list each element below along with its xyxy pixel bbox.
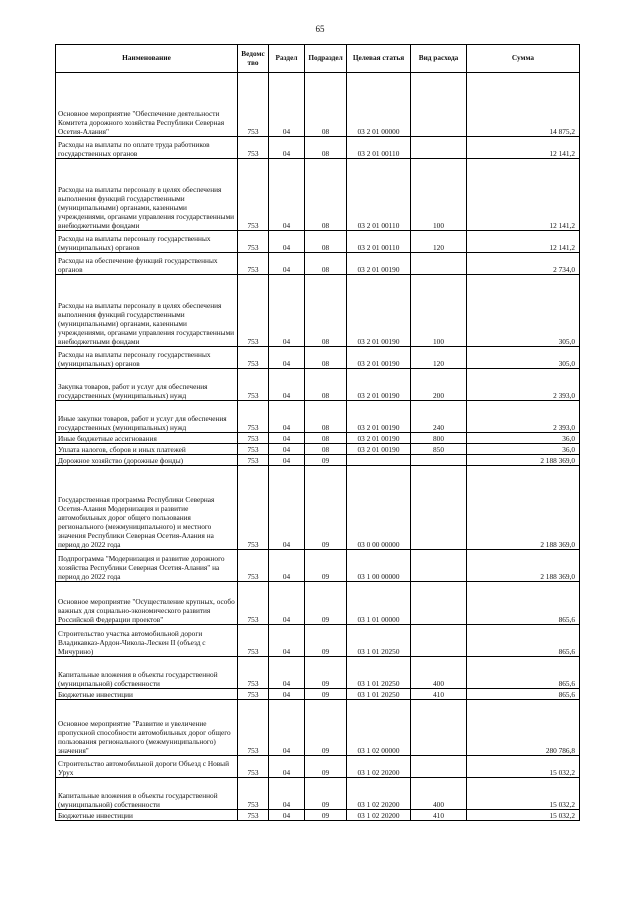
cell-subsection: 08 <box>305 347 347 369</box>
cell-subsection: 09 <box>305 700 347 756</box>
cell-sum: 305,0 <box>467 275 580 347</box>
cell-dept: 753 <box>238 231 269 253</box>
table-row <box>56 159 580 231</box>
cell-section: 04 <box>269 401 305 433</box>
cell-dept: 753 <box>238 275 269 347</box>
cell-target: 03 2 01 00190 <box>347 275 411 347</box>
cell-sum: 36,0 <box>467 433 580 444</box>
table-row <box>56 582 580 625</box>
cell-target: 03 2 01 00190 <box>347 401 411 433</box>
cell-section: 04 <box>269 657 305 689</box>
cell-target: 03 1 01 20250 <box>347 689 411 700</box>
cell-subsection: 08 <box>305 433 347 444</box>
cell-name: Строительство участка автомобильной дороги Владикавказ-Ардон-Чикола-Лескен II (объезд с Мичурино) <box>56 625 238 657</box>
cell-subsection: 09 <box>305 550 347 582</box>
cell-target: 03 2 01 00190 <box>347 433 411 444</box>
cell-expense-type <box>411 550 467 582</box>
cell-expense-type: 120 <box>411 231 467 253</box>
cell-target: 03 0 00 00000 <box>347 466 411 550</box>
cell-name: Бюджетные инвестиции <box>56 810 238 821</box>
cell-target: 03 2 01 00190 <box>347 253 411 275</box>
table-row <box>56 625 580 657</box>
cell-subsection: 08 <box>305 137 347 159</box>
cell-target: 03 2 01 00190 <box>347 369 411 401</box>
cell-section: 04 <box>269 159 305 231</box>
cell-subsection: 09 <box>305 625 347 657</box>
cell-subsection: 08 <box>305 253 347 275</box>
cell-subsection: 08 <box>305 369 347 401</box>
cell-expense-type: 800 <box>411 433 467 444</box>
cell-expense-type: 400 <box>411 778 467 810</box>
table-row <box>56 347 580 369</box>
cell-subsection: 09 <box>305 778 347 810</box>
cell-section: 04 <box>269 756 305 778</box>
cell-dept: 753 <box>238 159 269 231</box>
cell-section: 04 <box>269 778 305 810</box>
cell-subsection: 08 <box>305 401 347 433</box>
cell-name: Расходы на выплаты по оплате труда работников государственных органов <box>56 137 238 159</box>
cell-dept: 753 <box>238 347 269 369</box>
cell-sum: 2 188 369,0 <box>467 455 580 466</box>
cell-section: 04 <box>269 275 305 347</box>
cell-section: 04 <box>269 433 305 444</box>
header-name: Наименование <box>56 45 238 73</box>
table-row <box>56 275 580 347</box>
header-subsection: Подраздел <box>305 45 347 73</box>
cell-dept: 753 <box>238 466 269 550</box>
cell-section: 04 <box>269 444 305 455</box>
table-row <box>56 369 580 401</box>
cell-subsection: 08 <box>305 73 347 137</box>
cell-name: Капитальные вложения в объекты государственной (муниципальной) собственности <box>56 657 238 689</box>
cell-sum: 305,0 <box>467 347 580 369</box>
cell-sum: 2 188 369,0 <box>467 550 580 582</box>
cell-subsection: 08 <box>305 275 347 347</box>
table-row <box>56 689 580 700</box>
cell-dept: 753 <box>238 657 269 689</box>
table-row <box>56 73 580 137</box>
cell-name: Подпрограмма "Модернизация и развитие дорожного хозяйства Республики Северная Осетия-Алания" на период до 2022 года <box>56 550 238 582</box>
cell-sum: 865,6 <box>467 582 580 625</box>
cell-sum: 2 393,0 <box>467 369 580 401</box>
cell-section: 04 <box>269 625 305 657</box>
cell-section: 04 <box>269 582 305 625</box>
cell-subsection: 08 <box>305 159 347 231</box>
cell-expense-type <box>411 455 467 466</box>
cell-target: 03 1 02 20200 <box>347 810 411 821</box>
cell-dept: 753 <box>238 401 269 433</box>
cell-sum: 12 141,2 <box>467 137 580 159</box>
cell-dept: 753 <box>238 756 269 778</box>
cell-name: Капитальные вложения в объекты государственной (муниципальной) собственности <box>56 778 238 810</box>
cell-dept: 753 <box>238 433 269 444</box>
cell-target: 03 1 02 20200 <box>347 756 411 778</box>
table-row <box>56 433 580 444</box>
cell-section: 04 <box>269 689 305 700</box>
cell-sum: 15 032,2 <box>467 756 580 778</box>
table-row <box>56 401 580 433</box>
cell-sum: 280 786,8 <box>467 700 580 756</box>
cell-dept: 753 <box>238 778 269 810</box>
header-expense-type: Вид расхода <box>411 45 467 73</box>
cell-expense-type <box>411 582 467 625</box>
cell-section: 04 <box>269 231 305 253</box>
cell-subsection: 09 <box>305 455 347 466</box>
cell-name: Иные бюджетные ассигнования <box>56 433 238 444</box>
budget-table <box>55 44 580 821</box>
cell-dept: 753 <box>238 73 269 137</box>
cell-sum: 12 141,2 <box>467 159 580 231</box>
cell-section: 04 <box>269 455 305 466</box>
cell-dept: 753 <box>238 455 269 466</box>
table-row <box>56 137 580 159</box>
cell-subsection: 09 <box>305 756 347 778</box>
cell-name: Строительство автомобильной дороги Объезд с Новый Урух <box>56 756 238 778</box>
cell-target: 03 2 01 00000 <box>347 73 411 137</box>
cell-sum: 865,6 <box>467 657 580 689</box>
cell-name: Расходы на выплаты персоналу государственных (муниципальных) органов <box>56 347 238 369</box>
table-row <box>56 700 580 756</box>
cell-name: Бюджетные инвестиции <box>56 689 238 700</box>
table-row <box>56 810 580 821</box>
cell-section: 04 <box>269 253 305 275</box>
cell-target: 03 2 01 00110 <box>347 231 411 253</box>
cell-section: 04 <box>269 810 305 821</box>
cell-dept: 753 <box>238 689 269 700</box>
cell-expense-type: 410 <box>411 689 467 700</box>
cell-target: 03 1 02 00000 <box>347 700 411 756</box>
cell-name: Основное мероприятие "Развитие и увеличение пропускной способности автомобильных дорог общего пользования регионального (межмуниципального) значения" <box>56 700 238 756</box>
page-number: 65 <box>315 24 325 34</box>
cell-target: 03 2 01 00110 <box>347 159 411 231</box>
cell-dept: 753 <box>238 625 269 657</box>
cell-target: 03 2 01 00190 <box>347 347 411 369</box>
table-row <box>56 466 580 550</box>
cell-name: Государственная программа Республики Северная Осетия-Алания Модернизация и развитие автомобильных дорог общего пользования регионального (межмуниципального) и местного значения Республики Северная Осетия-Алания на период до 2022 года <box>56 466 238 550</box>
cell-sum: 865,6 <box>467 689 580 700</box>
cell-target: 03 1 02 20200 <box>347 778 411 810</box>
cell-expense-type <box>411 466 467 550</box>
cell-sum: 2 188 369,0 <box>467 466 580 550</box>
cell-dept: 753 <box>238 810 269 821</box>
header-sum: Сумма <box>467 45 580 73</box>
table-row <box>56 550 580 582</box>
cell-sum: 36,0 <box>467 444 580 455</box>
cell-section: 04 <box>269 347 305 369</box>
cell-subsection: 08 <box>305 444 347 455</box>
cell-dept: 753 <box>238 550 269 582</box>
cell-expense-type: 100 <box>411 275 467 347</box>
cell-target: 03 1 01 00000 <box>347 582 411 625</box>
cell-sum: 15 032,2 <box>467 810 580 821</box>
cell-name: Основное мероприятие "Обеспечение деятельности Комитета дорожного хозяйства Республики Северная Осетия-Алания" <box>56 73 238 137</box>
cell-expense-type: 850 <box>411 444 467 455</box>
cell-section: 04 <box>269 700 305 756</box>
cell-dept: 753 <box>238 253 269 275</box>
cell-target: 03 1 00 00000 <box>347 550 411 582</box>
cell-section: 04 <box>269 369 305 401</box>
cell-name: Основное мероприятие "Осуществление крупных, особо важных для социально-экономического развития Российской Федерации проектов" <box>56 582 238 625</box>
cell-sum: 865,6 <box>467 625 580 657</box>
cell-subsection: 09 <box>305 466 347 550</box>
cell-target: 03 1 01 20250 <box>347 657 411 689</box>
header-section: Раздел <box>269 45 305 73</box>
cell-subsection: 09 <box>305 657 347 689</box>
table-row <box>56 231 580 253</box>
table-row <box>56 756 580 778</box>
cell-subsection: 09 <box>305 810 347 821</box>
cell-sum: 2 734,0 <box>467 253 580 275</box>
table-row <box>56 455 580 466</box>
cell-sum: 12 141,2 <box>467 231 580 253</box>
cell-dept: 753 <box>238 582 269 625</box>
cell-name: Расходы на обеспечение функций государственных органов <box>56 253 238 275</box>
cell-section: 04 <box>269 466 305 550</box>
cell-subsection: 08 <box>305 231 347 253</box>
table-header-row <box>56 45 580 73</box>
header-target: Целевая статья <box>347 45 411 73</box>
cell-expense-type: 240 <box>411 401 467 433</box>
cell-dept: 753 <box>238 137 269 159</box>
cell-expense-type <box>411 625 467 657</box>
cell-name: Дорожное хозяйство (дорожные фонды) <box>56 455 238 466</box>
cell-sum: 15 032,2 <box>467 778 580 810</box>
cell-dept: 753 <box>238 369 269 401</box>
cell-name: Уплата налогов, сборов и иных платежей <box>56 444 238 455</box>
cell-subsection: 09 <box>305 582 347 625</box>
cell-name: Закупка товаров, работ и услуг для обеспечения государственных (муниципальных) нужд <box>56 369 238 401</box>
cell-target <box>347 455 411 466</box>
table-row <box>56 778 580 810</box>
cell-expense-type <box>411 137 467 159</box>
cell-name: Расходы на выплаты персоналу государственных (муниципальных) органов <box>56 231 238 253</box>
cell-name: Расходы на выплаты персоналу в целях обеспечения выполнения функций государственными (муниципальными) органами, казенными учреждениями, органами управления государственными внебюджетными фондами <box>56 159 238 231</box>
cell-expense-type: 100 <box>411 159 467 231</box>
cell-expense-type <box>411 700 467 756</box>
table-row <box>56 253 580 275</box>
cell-section: 04 <box>269 137 305 159</box>
table-row <box>56 657 580 689</box>
cell-dept: 753 <box>238 700 269 756</box>
cell-expense-type <box>411 253 467 275</box>
cell-name: Расходы на выплаты персоналу в целях обеспечения выполнения функций государственными (муниципальными) органами, казенными учреждениями, органами управления государственными внебюджетными фондами <box>56 275 238 347</box>
cell-sum: 2 393,0 <box>467 401 580 433</box>
cell-expense-type: 400 <box>411 657 467 689</box>
table-row <box>56 444 580 455</box>
cell-target: 03 2 01 00190 <box>347 444 411 455</box>
cell-section: 04 <box>269 73 305 137</box>
cell-expense-type <box>411 73 467 137</box>
cell-sum: 14 875,2 <box>467 73 580 137</box>
cell-name: Иные закупки товаров, работ и услуг для обеспечения государственных (муниципальных) нужд <box>56 401 238 433</box>
cell-subsection: 09 <box>305 689 347 700</box>
cell-expense-type <box>411 756 467 778</box>
cell-expense-type: 200 <box>411 369 467 401</box>
cell-expense-type: 410 <box>411 810 467 821</box>
cell-section: 04 <box>269 550 305 582</box>
cell-target: 03 1 01 20250 <box>347 625 411 657</box>
cell-target: 03 2 01 00110 <box>347 137 411 159</box>
cell-dept: 753 <box>238 444 269 455</box>
header-dept: Ведомс тво <box>238 45 269 73</box>
cell-expense-type: 120 <box>411 347 467 369</box>
